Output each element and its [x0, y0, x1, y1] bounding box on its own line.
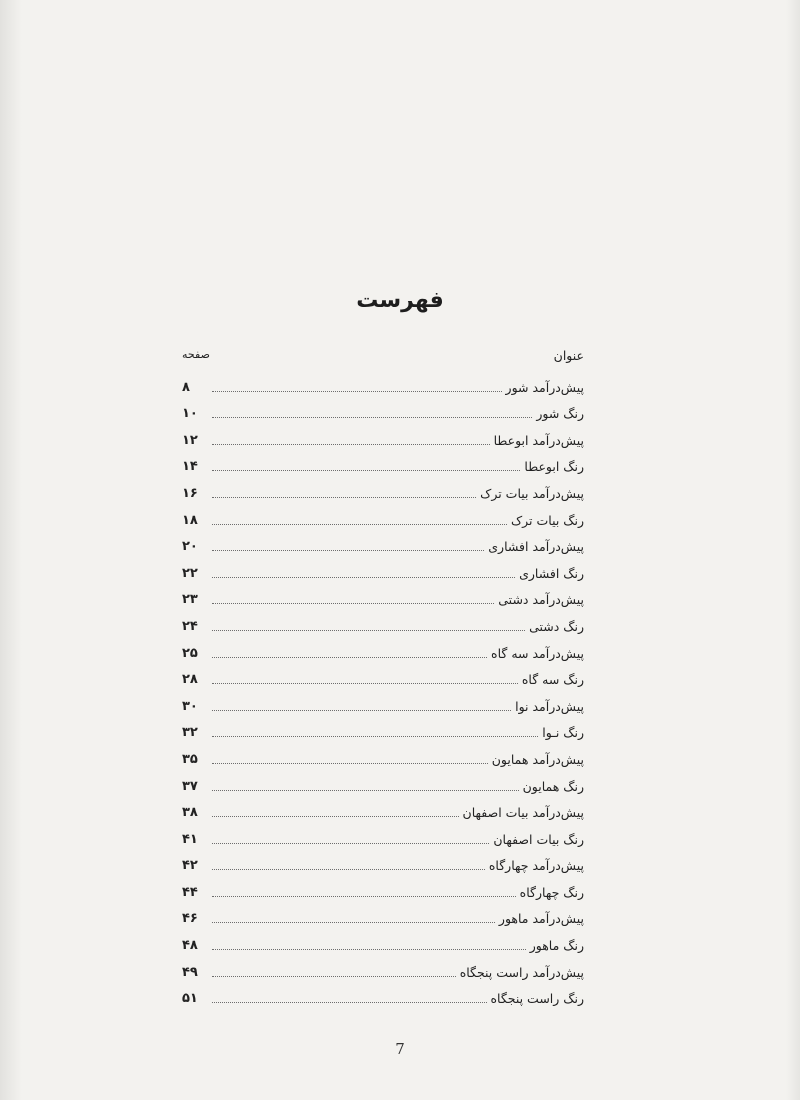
toc-entry — [182, 370, 584, 397]
page-edge-shadow-right — [786, 0, 800, 1100]
dot-leader — [212, 444, 490, 445]
page-edge-shadow-left — [0, 0, 22, 1100]
dot-leader — [212, 603, 494, 604]
toc-entry-title: پیش‌درآمد شور — [505, 379, 584, 395]
toc-entry-title: پیش‌درآمد راست پنجگاه — [459, 964, 584, 980]
dot-leader — [212, 683, 518, 684]
toc-entry — [182, 849, 584, 876]
toc-entry-title: پیش‌درآمد ماهور — [498, 911, 584, 927]
toc-entry-page: ۵۱ — [182, 991, 198, 1007]
toc-entry-page: ۳۷ — [182, 778, 198, 794]
dot-leader — [212, 497, 476, 498]
toc-entry-page: ۱۲ — [182, 432, 198, 448]
page-number: 7 — [395, 1040, 405, 1058]
toc-entry-title: رنگ سه گاه — [521, 672, 584, 688]
toc-header-page-label: صفحه — [182, 348, 210, 361]
toc-entry-title: رنگ ماهور — [529, 938, 584, 954]
toc-entry-title: پیش‌درآمد چهارگاه — [488, 858, 584, 874]
toc-entry — [182, 928, 584, 955]
toc-entry-page: ۴۹ — [182, 964, 198, 980]
toc-entry-page: ۲۰ — [182, 539, 198, 555]
toc-list — [182, 370, 584, 1008]
toc-entry-page: ۴۸ — [182, 938, 198, 954]
dot-leader — [212, 470, 520, 471]
toc-entry-page: ۳۰ — [182, 698, 198, 714]
toc-entry-page: ۲۴ — [182, 618, 198, 634]
dot-leader — [212, 736, 538, 737]
dot-leader — [212, 763, 488, 764]
toc-entry-page: ۳۸ — [182, 805, 198, 821]
toc-header-title-label: عنوان — [553, 348, 584, 363]
toc-entry-title: رنگ بیات اصفهان — [493, 831, 584, 847]
toc-entry-page: ۳۲ — [182, 725, 198, 741]
dot-leader — [212, 1002, 487, 1003]
toc-entry-title: رنگ ابوعطا — [524, 459, 584, 475]
toc-entry — [182, 796, 584, 823]
toc-entry — [182, 609, 584, 636]
toc-entry — [182, 875, 584, 902]
toc-entry-page: ۴۶ — [182, 911, 198, 927]
dot-leader — [212, 550, 484, 551]
dot-leader — [212, 790, 519, 791]
toc-entry-page: ۲۸ — [182, 672, 198, 688]
dot-leader — [212, 657, 487, 658]
toc-entry — [182, 450, 584, 477]
toc-entry — [182, 556, 584, 583]
toc-entry-title: رنگ دشتی — [529, 618, 584, 634]
toc-entry-page: ۱۰ — [182, 406, 198, 422]
toc-entry-page: ۴۱ — [182, 831, 198, 847]
dot-leader — [212, 843, 489, 844]
toc-entry-title: پیش‌درآمد همایون — [491, 751, 584, 767]
toc-entry-title: پیش‌درآمد دشتی — [498, 592, 584, 608]
toc-entry-page: ۴۲ — [182, 858, 198, 874]
toc-entry-page: ۲۲ — [182, 565, 198, 581]
toc-entry-page: ۱۴ — [182, 459, 198, 475]
toc-entry — [182, 503, 584, 530]
toc-entry-page: ۲۵ — [182, 645, 198, 661]
toc-entry-page: ۱۶ — [182, 485, 198, 501]
toc-entry-title: پیش‌درآمد ابوعطا — [493, 432, 584, 448]
dot-leader — [212, 949, 526, 950]
dot-leader — [212, 710, 511, 711]
table-of-contents — [182, 348, 584, 1008]
toc-entry — [182, 583, 584, 610]
toc-entry-title: پیش‌درآمد بیات اصفهان — [462, 805, 584, 821]
dot-leader — [212, 869, 485, 870]
toc-entry — [182, 689, 584, 716]
toc-entry — [182, 636, 584, 663]
toc-entry — [182, 902, 584, 929]
toc-entry — [182, 769, 584, 796]
toc-entry — [182, 982, 584, 1009]
toc-entry — [182, 742, 584, 769]
toc-entry-title: رنگ همایون — [522, 778, 584, 794]
toc-entry — [182, 530, 584, 557]
toc-entry-title: رنگ شور — [536, 406, 584, 422]
toc-entry-page: ۴۴ — [182, 884, 198, 900]
toc-entry — [182, 663, 584, 690]
toc-entry-page: ۳۵ — [182, 751, 198, 767]
toc-entry-title: رنگ نـوا — [542, 725, 584, 741]
dot-leader — [212, 976, 456, 977]
dot-leader — [212, 630, 525, 631]
toc-header — [182, 348, 584, 370]
toc-entry-title: پیش‌درآمد بیات ترک — [480, 485, 584, 501]
toc-entry — [182, 423, 584, 450]
page-title: فهرست — [356, 288, 444, 313]
dot-leader — [212, 417, 532, 418]
toc-entry-page: ۸ — [182, 379, 190, 395]
dot-leader — [212, 577, 515, 578]
toc-entry — [182, 822, 584, 849]
toc-entry-title: رنگ چهارگاه — [519, 884, 584, 900]
toc-entry-title: رنگ راست پنجگاه — [490, 991, 584, 1007]
dot-leader — [212, 524, 507, 525]
toc-entry-title: پیش‌درآمد افشاری — [488, 539, 584, 555]
toc-entry — [182, 397, 584, 424]
toc-entry — [182, 955, 584, 982]
toc-entry-title: پیش‌درآمد نوا — [515, 698, 584, 714]
dot-leader — [212, 816, 459, 817]
toc-entry-title: رنگ افشاری — [519, 565, 584, 581]
toc-entry-title: رنگ بیات ترک — [510, 512, 584, 528]
dot-leader — [212, 391, 502, 392]
toc-entry — [182, 476, 584, 503]
toc-entry-title: پیش‌درآمد سه گاه — [491, 645, 584, 661]
toc-entry — [182, 716, 584, 743]
toc-entry-page: ۱۸ — [182, 512, 198, 528]
dot-leader — [212, 896, 516, 897]
dot-leader — [212, 922, 495, 923]
toc-entry-page: ۲۳ — [182, 592, 198, 608]
